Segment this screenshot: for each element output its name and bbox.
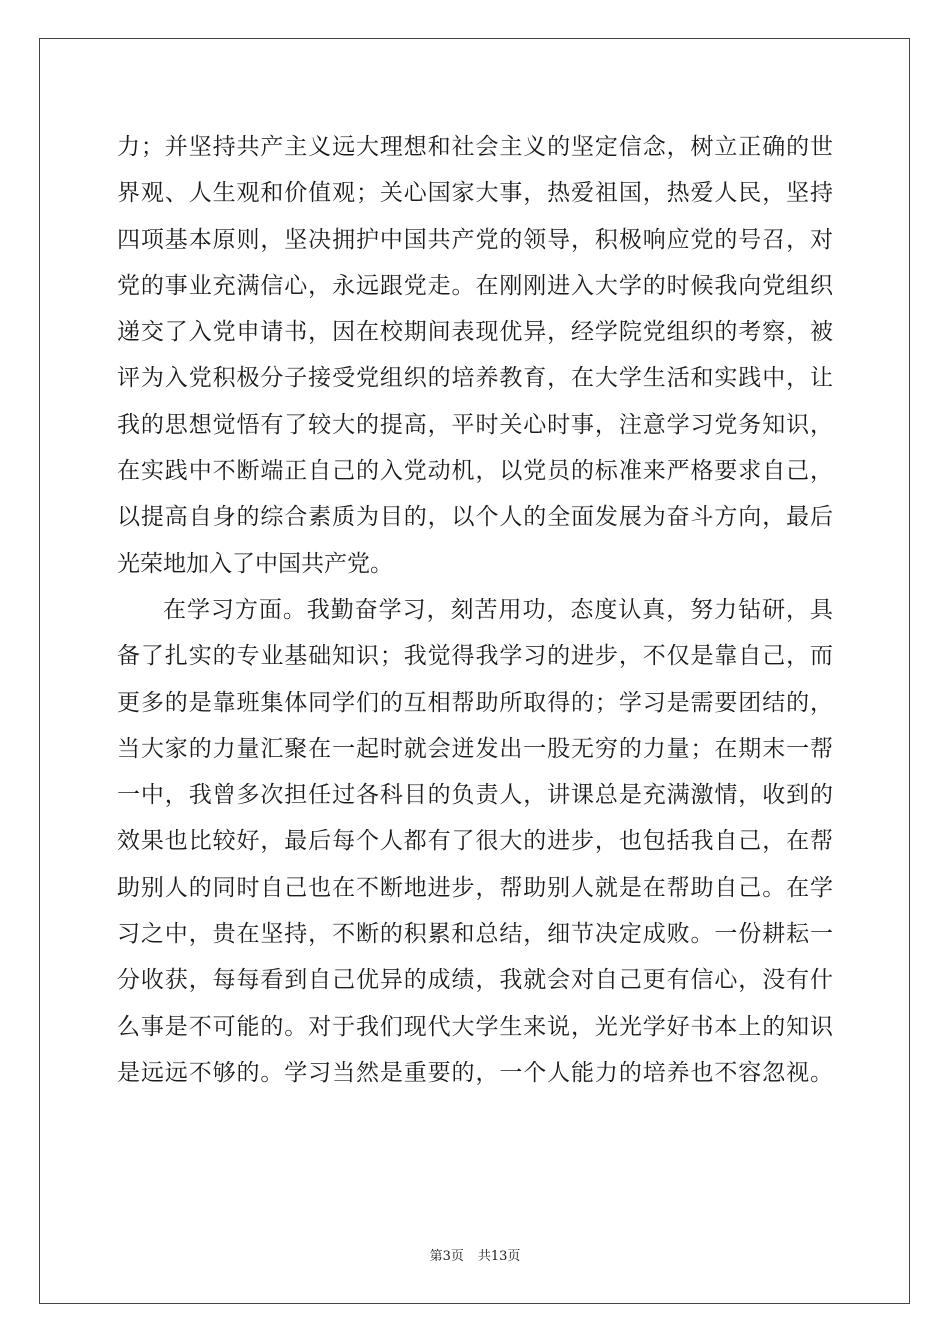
text-line: 分收获，每每看到自己优异的成绩，我就会对自己更有信心，没有什 bbox=[117, 967, 833, 994]
text-line: 党的事业充满信心，永远跟党走。在刚刚进入大学的时候我向党组织 bbox=[117, 272, 833, 299]
text-line: 评为入党积极分子接受党组织的培养教育，在大学生活和实践中，让 bbox=[117, 365, 833, 392]
text-line: 我的思想觉悟有了较大的提高，平时关心时事，注意学习党务知识， bbox=[117, 411, 833, 438]
paragraph-1 bbox=[117, 124, 833, 587]
current-page-number: 第3页 bbox=[429, 1249, 464, 1264]
total-page-count: 共13页 bbox=[477, 1249, 521, 1264]
text-line: 以提高自身的综合素质为目的，以个人的全面发展为奋斗方向，最后 bbox=[117, 504, 833, 531]
text-line: 一中，我曾多次担任过各科目的负责人，讲课总是充满激情，收到的 bbox=[117, 782, 833, 809]
text-line: 助别人的同时自己也在不断地进步，帮助别人就是在帮助自己。在学 bbox=[117, 874, 833, 901]
text-line: 效果也比较好，最后每个人都有了很大的进步，也包括我自己，在帮 bbox=[117, 828, 833, 855]
text-line: 备了扎实的专业基础知识；我觉得我学习的进步，不仅是靠自己，而 bbox=[117, 643, 833, 670]
text-line: 更多的是靠班集体同学们的互相帮助所取得的；学习是需要团结的， bbox=[117, 689, 833, 716]
text-line: 光荣地加入了中国共产党。 bbox=[117, 550, 393, 577]
text-line: 么事是不可能的。对于我们现代大学生来说，光光学好书本上的知识 bbox=[117, 1013, 833, 1040]
text-line: 力；并坚持共产主义远大理想和社会主义的坚定信念，树立正确的世 bbox=[117, 134, 833, 160]
page-footer bbox=[0, 1245, 950, 1264]
text-line: 界观、人生观和价值观；关心国家大事，热爱祖国，热爱人民，坚持 bbox=[117, 180, 833, 207]
text-line: 递交了入党申请书，因在校期间表现优异，经学院党组织的考察，被 bbox=[117, 319, 833, 346]
text-line: 当大家的力量汇聚在一起时就会迸发出一股无穷的力量；在期末一帮 bbox=[117, 735, 833, 762]
text-line: 是远远不够的。学习当然是重要的，一个人能力的培养也不容忽视。 bbox=[117, 1059, 833, 1086]
text-line: 在学习方面。我勤奋学习，刻苦用功，态度认真，努力钻研，具 bbox=[163, 596, 833, 623]
text-line: 在实践中不断端正自己的入党动机，以党员的标准来严格要求自己， bbox=[117, 458, 833, 485]
paragraph-2 bbox=[117, 587, 833, 1096]
document-body bbox=[117, 124, 833, 1096]
text-line: 习之中，贵在坚持，不断的积累和总结，细节决定成败。一份耕耘一 bbox=[117, 921, 833, 948]
text-line: 四项基本原则，坚决拥护中国共产党的领导，积极响应党的号召，对 bbox=[117, 226, 833, 253]
